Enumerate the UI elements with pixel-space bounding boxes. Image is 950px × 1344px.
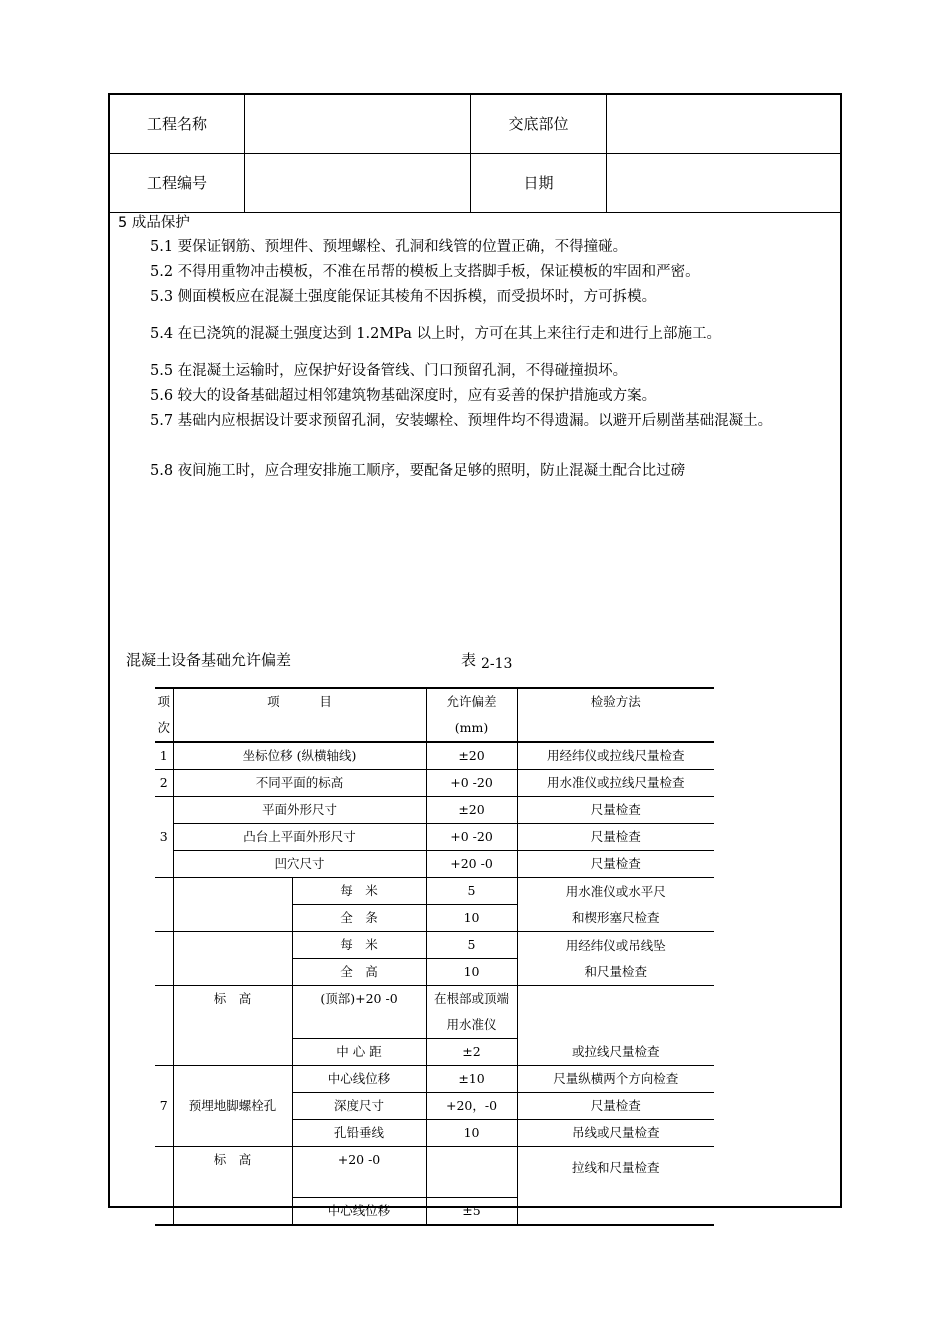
row-method bbox=[517, 932, 714, 986]
row-item: 平面外形尺寸 bbox=[173, 797, 426, 824]
row-item: 预埋地脚螺栓孔 bbox=[173, 1066, 292, 1147]
tolerance-table bbox=[155, 687, 714, 1226]
row-method: 尺量检查 bbox=[517, 851, 714, 878]
row-tolerance: ±20 bbox=[426, 797, 517, 824]
row-no bbox=[155, 878, 173, 932]
row-subitem-text: (顶部)+20 -0 bbox=[320, 991, 398, 1006]
section-title: 5 成品保护 bbox=[118, 215, 190, 231]
row-method: 尺量检查 bbox=[517, 1093, 714, 1120]
row-subitem: 深度尺寸 bbox=[292, 1093, 426, 1120]
row-no bbox=[155, 1147, 173, 1226]
table-caption-number: 2-13 bbox=[481, 656, 513, 672]
project-name-label: 工程名称 bbox=[146, 115, 207, 133]
row-subitem: 中心线位移 bbox=[292, 1198, 426, 1226]
table-row bbox=[155, 932, 714, 959]
row-tolerance: 5 bbox=[426, 878, 517, 905]
row-item bbox=[173, 986, 292, 1066]
header-no-line2: 次 bbox=[157, 720, 170, 735]
header-divider-bottom bbox=[109, 212, 841, 213]
row-method: 用经纬仪或拉线尺量检查 bbox=[517, 742, 714, 770]
header-item bbox=[173, 688, 426, 742]
table-caption: 混凝土设备基础允许偏差 bbox=[126, 651, 292, 669]
header-no-line1: 项 bbox=[157, 694, 170, 709]
table-row bbox=[155, 986, 714, 1039]
table-row bbox=[155, 742, 714, 770]
table-header-row bbox=[155, 688, 714, 742]
row-subitem: 孔铅垂线 bbox=[292, 1120, 426, 1147]
row-item: 凸台上平面外形尺寸 bbox=[173, 824, 426, 851]
row-tolerance: 10 bbox=[426, 959, 517, 986]
header-divider-v2 bbox=[470, 94, 471, 213]
row-tolerance: +20，-0 bbox=[426, 1093, 517, 1120]
row-method-text: 拉线和尺量检查 bbox=[572, 1160, 660, 1175]
row-no: 7 bbox=[155, 1066, 173, 1147]
table-row bbox=[155, 824, 714, 851]
row-subitem-text: +20 -0 bbox=[337, 1152, 381, 1167]
row-method bbox=[517, 986, 714, 1066]
row-subitem: 中 心 距 bbox=[292, 1039, 426, 1066]
header-tolerance bbox=[426, 688, 517, 742]
row-item bbox=[173, 878, 292, 932]
section-item: 5.6 较大的设备基础超过相邻建筑物基础深度时，应有妥善的保护措施或方案。 bbox=[150, 388, 657, 404]
row-tolerance bbox=[426, 1147, 517, 1198]
header-tolerance-line1: 允许偏差 bbox=[446, 694, 497, 709]
table-row bbox=[155, 797, 714, 824]
row-no bbox=[155, 986, 173, 1066]
section-item: 5.1 要保证钢筋、预埋件、预埋螺栓、孔洞和线管的位置正确，不得撞碰。 bbox=[150, 239, 628, 255]
row-tolerance: ±10 bbox=[426, 1066, 517, 1093]
row-tolerance: 10 bbox=[426, 905, 517, 932]
row-tolerance: 10 bbox=[426, 1120, 517, 1147]
row-method-text: 或拉线尺量检查 bbox=[572, 1044, 660, 1059]
row-subitem: 全 高 bbox=[292, 959, 426, 986]
header-divider-h bbox=[109, 153, 841, 154]
project-number-label: 工程编号 bbox=[146, 174, 207, 192]
header-item-text: 项 目 bbox=[267, 694, 332, 709]
row-method: 用水准仪或拉线尺量检查 bbox=[517, 770, 714, 797]
row-item-text: 标 高 bbox=[213, 1152, 252, 1167]
row-item: 不同平面的标高 bbox=[173, 770, 426, 797]
row-method: 尺量检查 bbox=[517, 797, 714, 824]
row-subitem: 每 米 bbox=[292, 932, 426, 959]
row-tolerance: ±5 bbox=[426, 1198, 517, 1226]
section-item: 5.7 基础内应根据设计要求预留孔洞，安装螺栓、预埋件均不得遗漏。以避开后剔凿基础混凝土。 bbox=[150, 413, 773, 429]
row-method bbox=[517, 878, 714, 932]
row-tolerance bbox=[426, 986, 517, 1039]
row-subitem: 每 米 bbox=[292, 878, 426, 905]
row-method: 吊线或尺量检查 bbox=[517, 1120, 714, 1147]
row-tolerance-line1: 在根部或顶端 bbox=[434, 991, 510, 1006]
section-item: 5.8 夜间施工时，应合理安排施工顺序，要配备足够的照明，防止混凝土配合比过磅 bbox=[150, 463, 686, 479]
row-method: 尺量检查 bbox=[517, 824, 714, 851]
table-row bbox=[155, 878, 714, 905]
row-item bbox=[173, 932, 292, 986]
row-no: 3 bbox=[155, 797, 173, 878]
section-item: 5.2 不得用重物冲击模板，不准在吊帮的模板上支搭脚手板，保证模板的牢固和严密。 bbox=[150, 264, 700, 280]
table-row bbox=[155, 1066, 714, 1093]
row-method-line2: 和楔形塞尺检查 bbox=[572, 909, 660, 925]
row-tolerance: 5 bbox=[426, 932, 517, 959]
row-tolerance: +0 -20 bbox=[426, 824, 517, 851]
row-method-line1: 用经纬仪或吊线坠 bbox=[565, 937, 666, 953]
section-item: 5.5 在混凝土运输时，应保护好设备管线、门口预留孔洞，不得碰撞损坏。 bbox=[150, 363, 628, 379]
row-tolerance: ±2 bbox=[426, 1039, 517, 1066]
row-method-line1: 用水准仪或水平尺 bbox=[565, 883, 666, 899]
header-no bbox=[155, 688, 173, 742]
table-caption-label: 表 bbox=[461, 651, 477, 669]
header-divider-v1 bbox=[244, 94, 245, 213]
header-method-text: 检验方法 bbox=[590, 694, 641, 709]
handover-part-label: 交底部位 bbox=[508, 115, 569, 133]
header-method bbox=[517, 688, 714, 742]
table-row bbox=[155, 770, 714, 797]
row-item: 坐标位移 (纵横轴线) bbox=[173, 742, 426, 770]
table-row bbox=[155, 1147, 714, 1198]
section-item: 5.4 在已浇筑的混凝土强度达到 1.2MPa 以上时，方可在其上来往行走和进行上部施工。 bbox=[150, 326, 722, 342]
row-item-text: 标 高 bbox=[213, 991, 252, 1006]
row-item: 凹穴尺寸 bbox=[173, 851, 426, 878]
row-no: 2 bbox=[155, 770, 173, 797]
row-method-line2: 和尺量检查 bbox=[584, 963, 648, 979]
row-subitem bbox=[292, 1147, 426, 1198]
row-tolerance-line2: 用水准仪 bbox=[446, 1017, 497, 1032]
row-tolerance: +0 -20 bbox=[426, 770, 517, 797]
table-row bbox=[155, 851, 714, 878]
header-tolerance-line2: (mm) bbox=[454, 720, 489, 735]
row-no: 1 bbox=[155, 742, 173, 770]
date-label: 日期 bbox=[523, 174, 554, 192]
row-method bbox=[517, 1147, 714, 1226]
row-subitem: 中心线位移 bbox=[292, 1066, 426, 1093]
section-item: 5.3 侧面模板应在混凝土强度能保证其棱角不因拆模，而受损坏时，方可拆模。 bbox=[150, 289, 657, 305]
row-tolerance: +20 -0 bbox=[426, 851, 517, 878]
row-subitem: 全 条 bbox=[292, 905, 426, 932]
row-subitem bbox=[292, 986, 426, 1039]
row-method: 尺量纵横两个方向检查 bbox=[517, 1066, 714, 1093]
row-no bbox=[155, 932, 173, 986]
row-tolerance: ±20 bbox=[426, 742, 517, 770]
row-item bbox=[173, 1147, 292, 1226]
header-divider-v3 bbox=[606, 94, 607, 213]
